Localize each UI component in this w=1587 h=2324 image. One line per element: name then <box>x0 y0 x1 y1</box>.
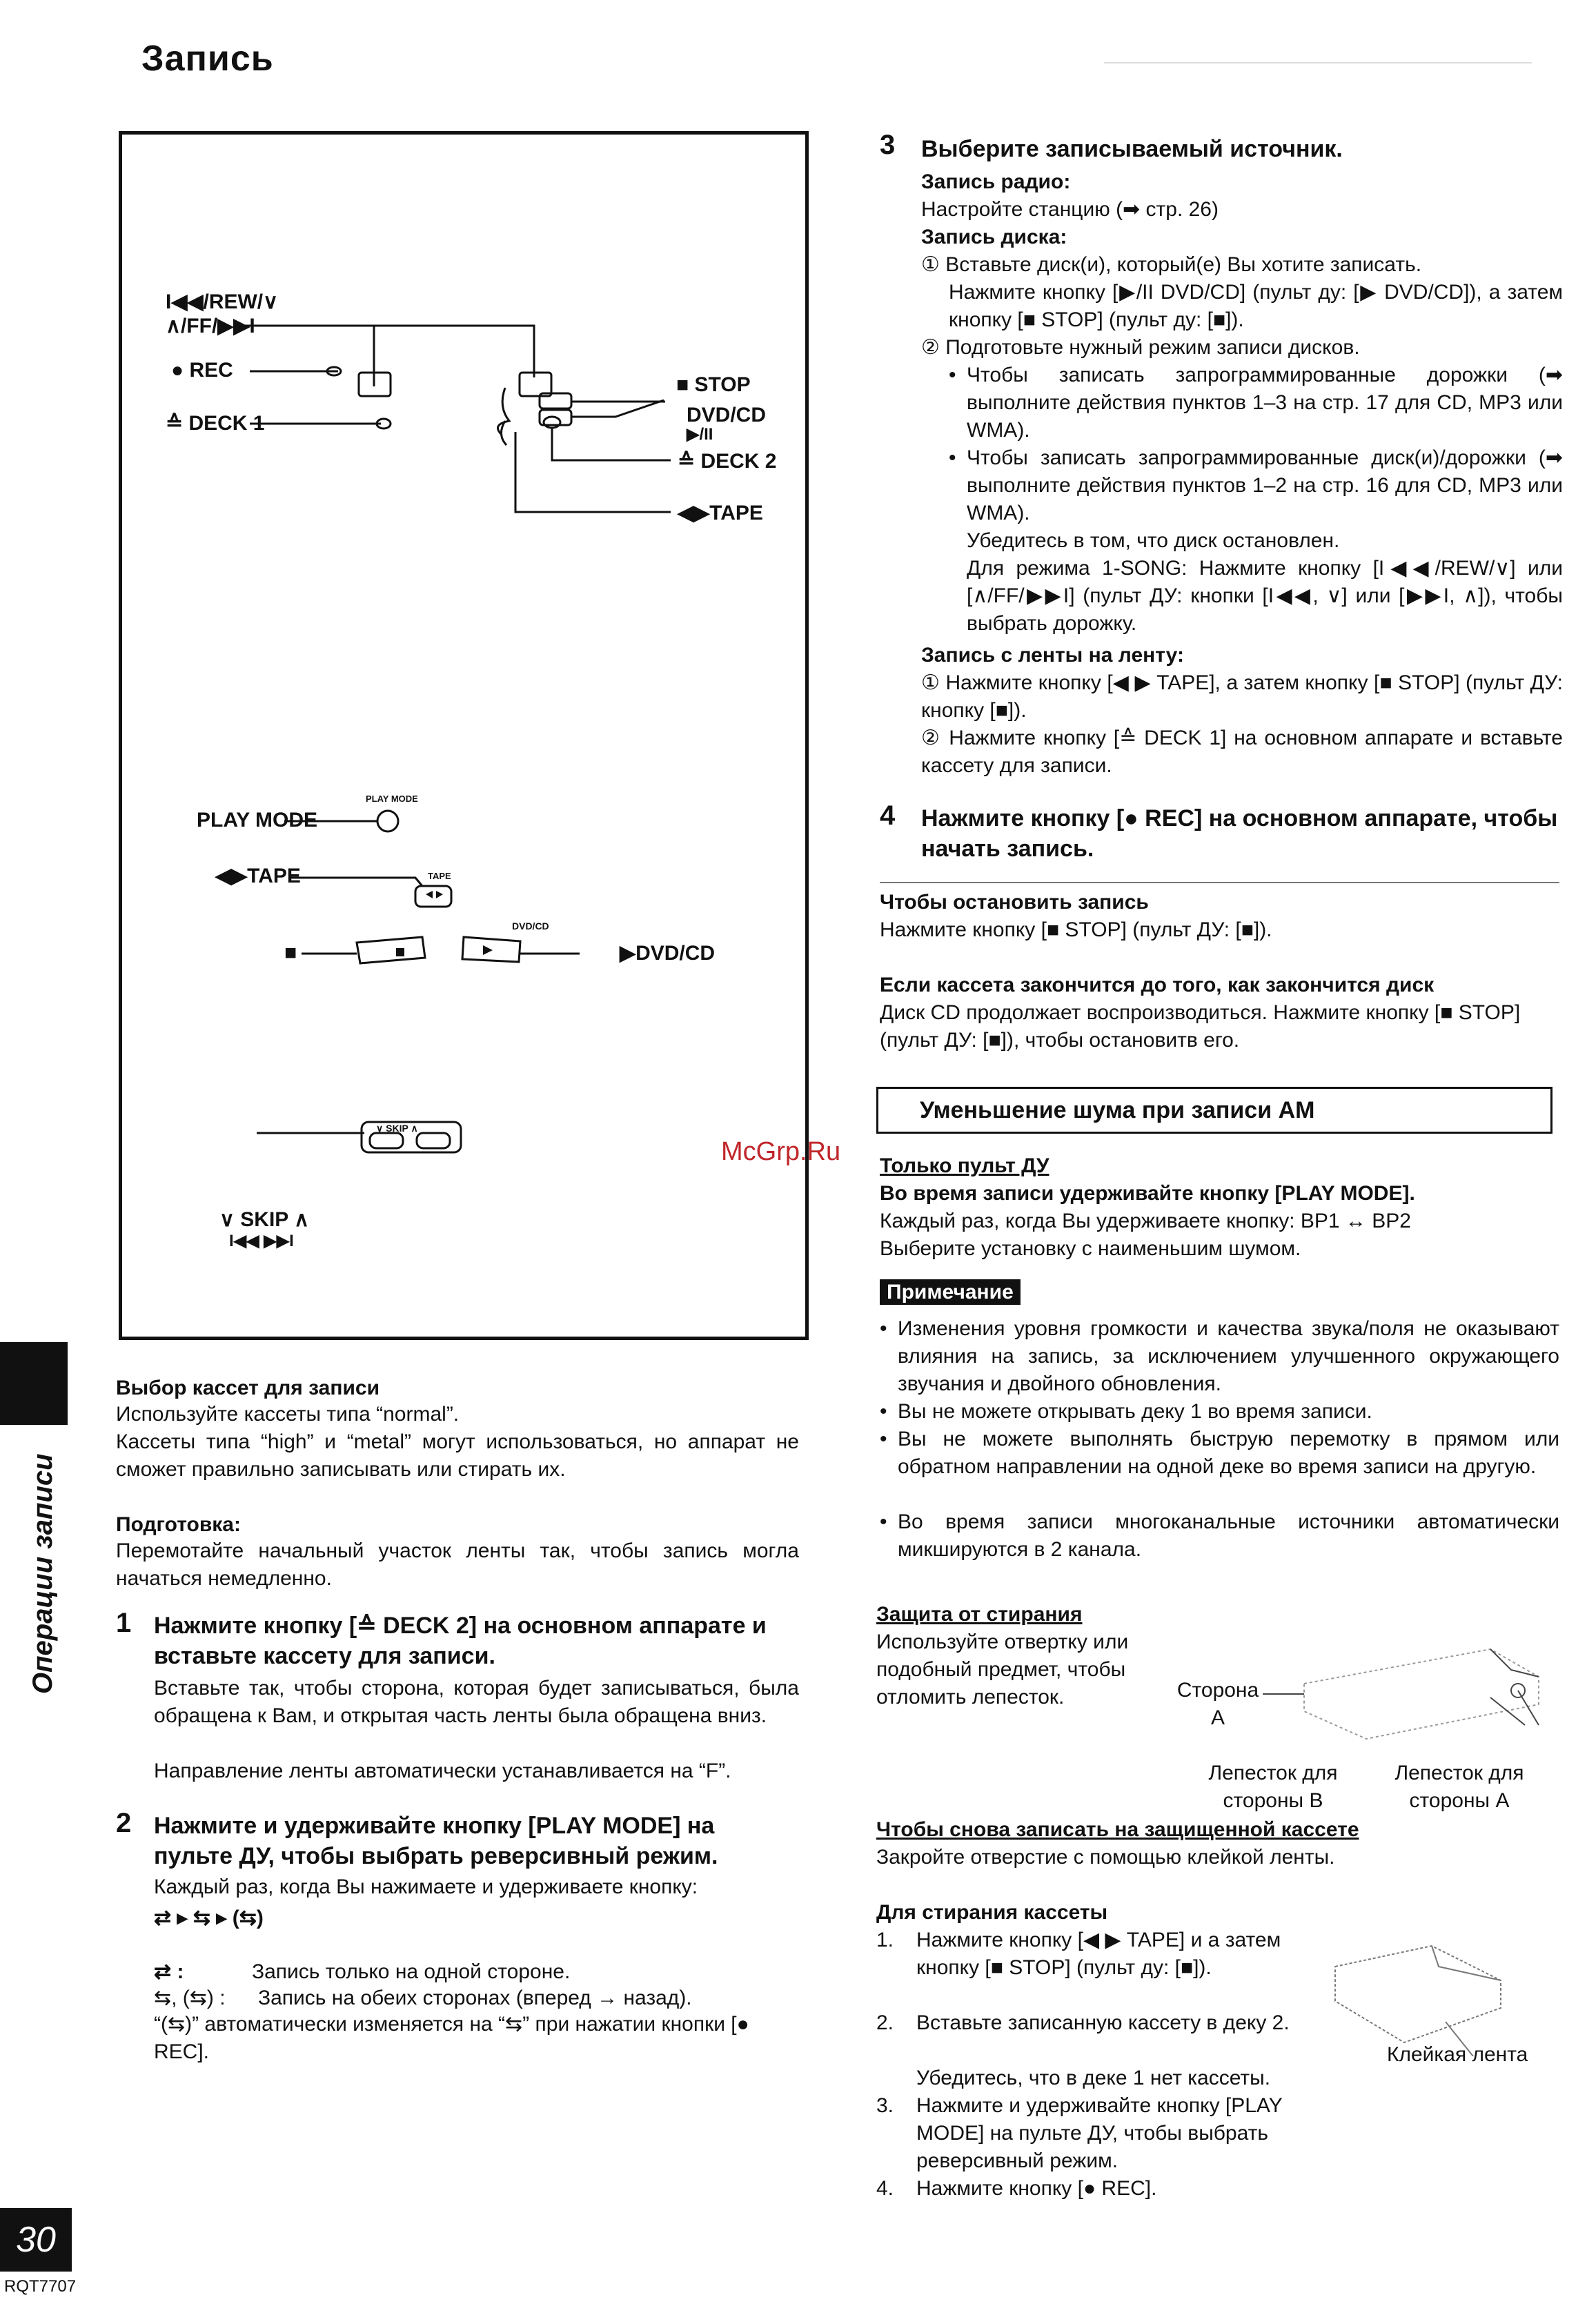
label-rew: I◀◀/REW/∨ <box>166 290 279 313</box>
side-a-label: Сторона A <box>1176 1679 1259 1729</box>
end-heading: Если кассета закончится до того, как закончится диск <box>880 974 1435 996</box>
page-title: Запись <box>141 39 274 79</box>
label-ff: ∧/FF/▶▶I <box>166 315 255 337</box>
mode1-text: Запись только на одной стороне. <box>252 1960 571 1983</box>
step3-number: 3 <box>880 130 896 160</box>
erase-step: Нажмите кнопку [● REC]. <box>916 2177 1157 2200</box>
auto-change-text: “(⇆)” автоматически изменяется на “⇆” при нажатии кнопки [● REC]. <box>154 2013 749 2063</box>
label-stop-remote: ■ <box>284 941 297 964</box>
cassette-text-1: Используйте кассеты типа “normal”. <box>116 1403 460 1426</box>
note-item: • Вы не можете открывать деку 1 во время записи. <box>880 1400 1372 1423</box>
protect-heading: Защита от стирания <box>876 1603 1083 1626</box>
note-label: Примечание <box>880 1281 1021 1304</box>
cassette-heading: Выбор кассет для записи <box>116 1377 380 1399</box>
radio-text: Настройте станцию (➡ стр. 26) <box>921 198 1219 221</box>
label-dvdcd-remote: ▶DVD/CD <box>620 942 716 965</box>
label-stop: ■ STOP <box>676 373 751 396</box>
erase-num: 1. <box>876 1929 894 1951</box>
label-deck2: ≙ DECK 2 <box>678 450 777 473</box>
label-playpause: ▶/II <box>687 425 713 444</box>
note-item: • Изменения уровня громкости и качества звука/поля не оказывают влияния на запись, за исключением улучшенного окружающего звучания и двойного обновления. <box>880 1317 1559 1395</box>
step1-number: 1 <box>116 1608 132 1638</box>
label-tape-remote: ◀▶TAPE <box>215 865 301 887</box>
noise-heading: Во время записи удерживайте кнопку [PLAY MODE]. <box>880 1182 1415 1205</box>
erase-heading: Для стирания кассеты <box>876 1901 1108 1924</box>
protect-text: Используйте отвертку или подобный предмет, чтобы отломить лепесток. <box>876 1631 1129 1708</box>
step1-text-2: Направление ленты автоматически устанавливается на “F”. <box>154 1760 731 1782</box>
watermark: McGrp.Ru <box>721 1137 841 1166</box>
erase-num: 4. <box>876 2177 894 2200</box>
label-dvdcd-small: DVD/CD <box>512 920 549 932</box>
disc-step-2d: Для режима 1-SONG: Нажмите кнопку [I◀◀/REW/∨] или [∧/FF/▶▶I] (пульт ДУ: кнопки [I◀◀, ∨] или [▶▶I, ∧]), чтобы выбрать дорожку. <box>967 557 1563 635</box>
erase-step: Нажмите и удерживайте кнопку [PLAY MODE] на пульте ДУ, чтобы выбрать реверсивный режим. <box>916 2094 1283 2172</box>
mode2-symbol: ⇆, (⇆) : <box>154 1987 226 2009</box>
disc-step-1: ① Вставьте диск(и), который(е) Вы хотите записать. <box>921 253 1422 276</box>
tape-heading: Запись с ленты на ленту: <box>921 644 1184 667</box>
disc-step-2a: • Чтобы записать запрограммированные дорожки (➡ выполните действия пунктов 1–3 на стр. 17 для CD, MP3 или WMA). <box>949 364 1563 442</box>
prep-text: Перемотайте начальный участок ленты так, чтобы запись могла начаться немедленно. <box>116 1539 799 1590</box>
radio-heading: Запись радио: <box>921 170 1071 193</box>
note-item: • Вы не можете выполнять быструю перемотку в прямом или обратном направлении на одной деке во время записи на другую. <box>880 1428 1559 1478</box>
label-play-mode: PLAY MODE <box>197 809 318 831</box>
tape-step-2: ② Нажмите кнопку [≙ DECK 1] на основном аппарате и вставьте кассету для записи. <box>921 727 1563 777</box>
noise-text-2: Выберите установку с наименьшим шумом. <box>880 1237 1301 1260</box>
divider <box>880 882 1559 883</box>
tape-cover-illustration <box>1328 1939 1515 2056</box>
note-item: • Во время записи многоканальные источники автоматически микшируются в 2 канала. <box>880 1510 1559 1561</box>
tab-a-label: Лепесток для стороны A <box>1394 1762 1524 1812</box>
step3-heading: Выберите записываемый источник. <box>921 136 1343 162</box>
step2-number: 2 <box>116 1808 132 1838</box>
step1-text: Вставьте так, чтобы сторона, которая будет записываться, была обращена к Вам, и открытая часть ленты была обращена вниз. <box>154 1677 799 1727</box>
label-deck1: ≙ DECK 1 <box>166 412 265 435</box>
tab-b-label: Лепесток для стороны B <box>1208 1762 1338 1812</box>
step1-heading: Нажмите кнопку [≙ DECK 2] на основном аппарате и вставьте кассету для записи. <box>154 1613 767 1669</box>
cassette-text-2: Кассеты типа “high” и “metal” могут использоваться, но аппарат не сможет правильно записывать или стирать их. <box>116 1430 799 1481</box>
erase-step: Вставьте записанную кассету в деку 2. <box>916 2011 1290 2034</box>
mode2-text: Запись на обеих сторонах (вперед → назад). <box>258 1987 692 2009</box>
doc-code: RQT7707 <box>4 2277 77 2296</box>
erase-step: Нажмите кнопку [◀ ▶ TAPE] и а затем кнопку [■ STOP] (пульт ду: [■]). <box>916 1929 1281 1979</box>
disc-step-2c: Убедитесь в том, что диск остановлен. <box>967 529 1340 552</box>
rerecord-text: Закройте отверстие с помощью клейкой ленты. <box>876 1846 1335 1869</box>
mode-cycle: ⇄ ▸ ⇆ ▸ (⇆) <box>154 1907 264 1929</box>
label-tape-small: TAPE <box>428 871 451 881</box>
label-skip-small: ∨ SKIP ∧ <box>376 1123 418 1134</box>
step2-text: Каждый раз, когда Вы нажимаете и удерживаете кнопку: <box>154 1875 698 1898</box>
cassette-tab-illustration <box>1263 1642 1552 1753</box>
erase-num: 3. <box>876 2094 894 2117</box>
mode1-symbol: ⇄ : <box>154 1960 184 1983</box>
rerecord-heading: Чтобы снова записать на защищенной кассете <box>876 1818 1359 1841</box>
end-text: Диск CD продолжает воспроизводиться. Нажмите кнопку [■ STOP] (пульт ДУ: [■]), чтобы остановитв его. <box>880 1001 1521 1052</box>
disc-step-2: ② Подготовьте нужный режим записи дисков. <box>921 336 1360 359</box>
erase-num: 2. <box>876 2011 894 2034</box>
disc-heading: Запись диска: <box>921 226 1067 248</box>
tape-label: Клейкая лента <box>1387 2043 1528 2066</box>
remote-only-label: Только пульт ДУ <box>880 1154 1049 1177</box>
label-play-mode-small: PLAY MODE <box>366 794 418 804</box>
stop-text: Нажмите кнопку [■ STOP] (пульт ДУ: [■]). <box>880 918 1272 941</box>
step2-heading: Нажмите и удерживайте кнопку [PLAY MODE] на пульте ДУ, чтобы выбрать реверсивный режим. <box>154 1813 718 1869</box>
step4-heading: Нажмите кнопку [● REC] на основном аппарате, чтобы начать запись. <box>921 805 1558 862</box>
step4-number: 4 <box>880 800 896 831</box>
label-skip: ∨ SKIP ∧ <box>219 1208 310 1231</box>
section-label: Операции записи <box>28 1453 58 1694</box>
disc-step-2b: • Чтобы записать запрограммированные диск(и)/дорожки (➡ выполните действия пунктов 1–2 на стр. 16 для CD, MP3 или WMA). <box>949 446 1563 524</box>
noise-text-1: Каждый раз, когда Вы удерживаете кнопку: BP1 ↔ BP2 <box>880 1210 1411 1232</box>
disc-step-1b: Нажмите кнопку [▶/II DVD/CD] (пульт ду: [▶ DVD/CD]), а затем кнопку [■ STOP] (пульт ду: [■]). <box>949 281 1563 331</box>
label-tape: ◀▶TAPE <box>678 502 763 524</box>
section-tab <box>0 1342 68 1425</box>
noise-section-box: Уменьшение шума при записи AM <box>876 1087 1552 1134</box>
label-skip-icons: I◀◀ ▶▶I <box>229 1232 294 1250</box>
page-number: 30 <box>0 2208 72 2272</box>
stop-heading: Чтобы остановить запись <box>880 891 1149 914</box>
tape-step-1: ① Нажмите кнопку [◀ ▶ TAPE], а затем кнопку [■ STOP] (пульт ДУ: кнопку [■]). <box>921 671 1563 722</box>
prep-heading: Подготовка: <box>116 1513 241 1536</box>
header-noise <box>1104 62 1532 63</box>
label-dvdcd: DVD/CD <box>687 404 767 426</box>
erase-step-note: Убедитесь, что в деке 1 нет кассеты. <box>916 2067 1271 2089</box>
label-rec: ● REC <box>171 359 233 382</box>
